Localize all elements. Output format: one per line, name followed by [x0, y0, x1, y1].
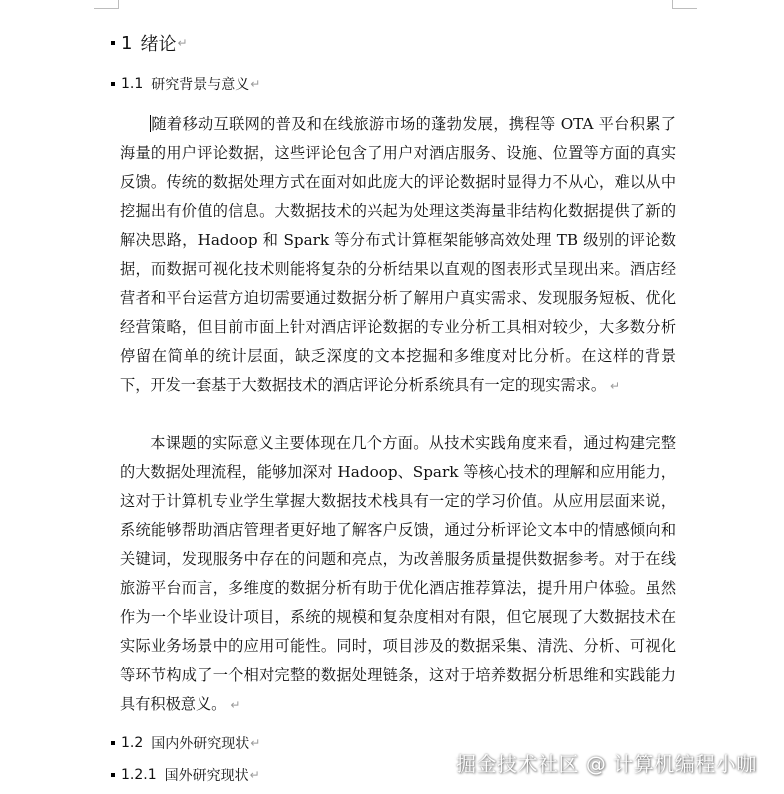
- heading-1-1-background[interactable]: [111, 74, 260, 94]
- body-paragraph-significance[interactable]: [120, 429, 676, 720]
- heading-1-2-1-foreign-status[interactable]: [111, 765, 260, 785]
- heading-bullet-icon: [111, 82, 115, 86]
- heading-title: 研究背景与意义: [151, 77, 250, 93]
- heading-1-2-research-status[interactable]: [111, 733, 260, 753]
- heading-number: 1.2: [121, 735, 144, 751]
- heading-number: 1.2.1: [121, 767, 157, 783]
- paragraph-mark-icon: ↵: [177, 36, 188, 50]
- paragraph-text: 随着移动互联网的普及和在线旅游市场的蓬勃发展，携程等 OTA 平台积累了海量的用户评论数据，这些评论包含了用户对酒店服务、设施、位置等方面的真实反馈。传统的数据处理方式在面对如此庞大的评论数据时显得力不从心，难以从中挖掘出有价值的信息。大数据技术的兴起为处理这类海量非结构化数据提供了新的解决思路，Hadoop 和 Spark 等分布式计算框架能够高效处理 TB 级别的评论数据，而数据可视化技术则能将复杂的分析结果以直观的图表形式呈现出来。酒店经营者和平台运营方迫切需要通过数据分析了解用户真实需求、发现服务短板、优化经营策略，但目前市面上针对酒店评论数据的专业分析工具相对较少，大多数分析停留在简单的统计层面，缺乏深度的文本挖掘和多维度对比分析。在这样的背景下，开发一套基于大数据技术的酒店评论分析系统具有一定的现实需求。: [120, 115, 676, 394]
- paragraph-text: 本课题的实际意义主要体现在几个方面。从技术实践角度来看，通过构建完整的大数据处理流程，能够加深对 Hadoop、Spark 等核心技术的理解和应用能力，这对于计算机专业学生掌握大数据技术栈具有一定的学习价值。从应用层面来说，系统能够帮助酒店管理者更好地了解客户反馈，通过分析评论文本中的情感倾向和关键词，发现服务中存在的问题和亮点，为改善服务质量提供数据参考。对于在线旅游平台而言，多维度的数据分析有助于优化酒店推荐算法，提升用户体验。虽然作为一个毕业设计项目，系统的规模和复杂度相对有限，但它展现了大数据技术在实际业务场景中的应用可能性。同时，项目涉及的数据采集、清洗、分析、可视化等环节构成了一个相对完整的数据处理链条，这对于培养数据分析思维和实践能力具有积极意义。: [120, 434, 676, 713]
- heading-number: 1: [121, 32, 133, 54]
- paragraph-mark-icon: ↵: [230, 698, 241, 712]
- watermark: 掘金技术社区 @ 计算机编程小咖: [456, 752, 757, 776]
- heading-bullet-icon: [111, 741, 115, 745]
- heading-number: 1.1: [121, 76, 144, 92]
- paragraph-mark-icon: ↵: [610, 379, 621, 393]
- heading-1-introduction[interactable]: [111, 30, 188, 56]
- heading-title: 绪论: [140, 34, 177, 55]
- page-corner-marker-left: [94, 0, 119, 9]
- paragraph-mark-icon: ↵: [249, 768, 260, 782]
- heading-bullet-icon: [111, 41, 115, 45]
- paragraph-mark-icon: ↵: [250, 77, 261, 91]
- heading-title: 国内外研究现状: [151, 736, 250, 752]
- body-paragraph-background[interactable]: [120, 110, 676, 401]
- heading-title: 国外研究现状: [164, 768, 249, 784]
- page-corner-marker-right: [672, 0, 697, 9]
- heading-bullet-icon: [111, 773, 115, 777]
- paragraph-mark-icon: ↵: [250, 736, 261, 750]
